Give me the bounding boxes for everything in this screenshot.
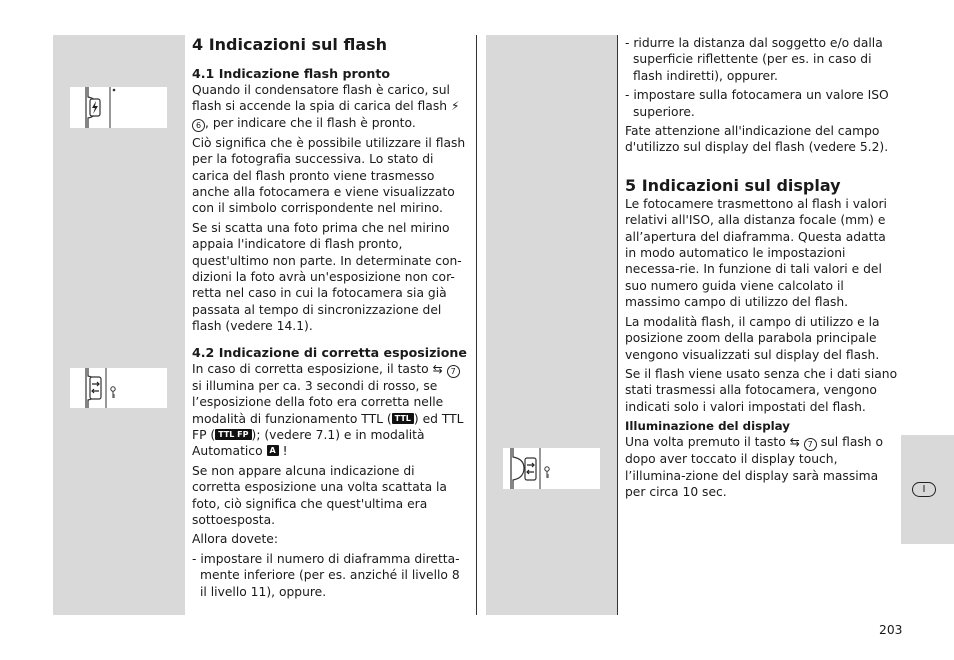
text-column-left: [192, 35, 467, 603]
paragraph-flash-ready-2: Ciò significa che è possibile utilizzare il flash per la fotografia successiva. Lo stato di carica del flash pronto viene trasmesso anche alla fotocamera e viene visualizzato con il simbolo corrispondente nel mirino.: [192, 135, 466, 216]
list-item-iso: - impostare sulla fotocamera un valore ISO superiore.: [625, 88, 889, 119]
paragraph-flash-ready-3: Se si scatta una foto prima che nel mirino appaia l'indicatore di flash pronto, quest'ultimo non parte. In determinate con-dizioni la foto avrà un'esposizione non cor-retta nel caso in cui la fotocamera sia già passata al tempo di sincronizzazione del flash (vedere 14.1).: [192, 220, 462, 334]
paragraph-display-2: La modalità flash, il campo di utilizzo e la posizione zoom della parabola principale vengono visualizzati sul display del flash.: [625, 314, 880, 362]
reference-number-7: 7: [804, 438, 817, 451]
flash-bolt-icon: ⚡︎: [450, 99, 460, 114]
reference-number-6: 6: [192, 119, 205, 132]
paragraph-range-note: Fate attenzione all'indicazione del campo d'utilizzo sul display del flash (vedere 5.2).: [625, 124, 889, 155]
heading-display-illumination: Illuminazione del display: [625, 419, 790, 434]
column-divider-left: [476, 35, 477, 615]
badge-ttl-fp: TTL FP: [215, 429, 251, 440]
text-column-right: [625, 35, 898, 503]
paragraph-exposure-2: Se non appare alcuna indicazione di corretta esposizione una volta scattata la foto, ciò significa che quest'ultima era sottoesposta.: [192, 463, 447, 527]
paragraph-exposure-3: Allora dovete:: [192, 532, 278, 547]
reference-number-7: 7: [447, 365, 460, 378]
heading-flash-indications: 4 Indicazioni sul flash: [192, 35, 388, 54]
badge-auto: A: [267, 445, 279, 456]
language-tab-badge: I: [912, 482, 936, 497]
list-item-aperture: - impostare il numero di diaframma diretta-mente inferiore (per es. anziché il livello 8 il livello 11), oppure.: [192, 551, 460, 599]
page-number: 203: [879, 623, 903, 637]
column-divider-right: [617, 35, 618, 615]
exchange-arrows-icon: ⇆: [432, 361, 443, 376]
paragraph-display-1: Le fotocamere trasmettono al flash i valori relativi all'ISO, alla distanza focale (mm) e all’apertura del diaframma. Questa adatta in modo automatico le impostazioni necessa-rie. In funzione di tali valori e del suo numero guida viene calcolato il massimo campo di utilizzo del flash.: [625, 196, 887, 310]
badge-ttl: TTL: [392, 413, 414, 424]
paragraph-display-3: Se il flash viene usato senza che i dati siano stati trasmessi alla fotocamera, vengono indicati solo i valori impostati del flash.: [625, 366, 898, 414]
paragraph-flash-ready-1: Quando il condensatore flash è carico, sul flash si accende la spia di carica del flash ⚡︎ 6 , per indicare che il flash è pronto.: [192, 83, 460, 130]
language-tab: [901, 435, 954, 544]
exposure-ok-illustration: [70, 368, 167, 408]
list-item-distance: - ridurre la distanza dal soggetto e/o dalla superficie riflettente (per es. in caso di flash indiretti), oppurer.: [625, 36, 883, 83]
exchange-arrows-icon: ⇆: [789, 435, 800, 450]
middle-margin-panel: [486, 35, 617, 615]
paragraph-exposure-1: In caso di corretta esposizione, il tasto ⇆ 7 si illumina per ca. 3 secondi di rosso, se l’esposizione della foto era corretta nelle modalità di funzionamento TTL ( TTL ) ed TTL FP ( TTL FP ); (vedere 7.1) e in modalità Automatico A !: [192, 361, 464, 459]
flash-ready-illustration: [70, 87, 167, 128]
display-light-illustration: [503, 448, 600, 489]
heading-correct-exposure: 4.2 Indicazione di corretta esposizione: [192, 344, 467, 360]
paragraph-display-illumination: Una volta premuto il tasto ⇆ 7 sul flash o dopo aver toccato il display touch, l’illumina-zione del display sarà massima per circa 10 sec.: [625, 435, 884, 499]
heading-flash-ready: 4.1 Indicazione flash pronto: [192, 66, 391, 81]
heading-display-indications: 5 Indicazioni sul display: [625, 175, 841, 195]
